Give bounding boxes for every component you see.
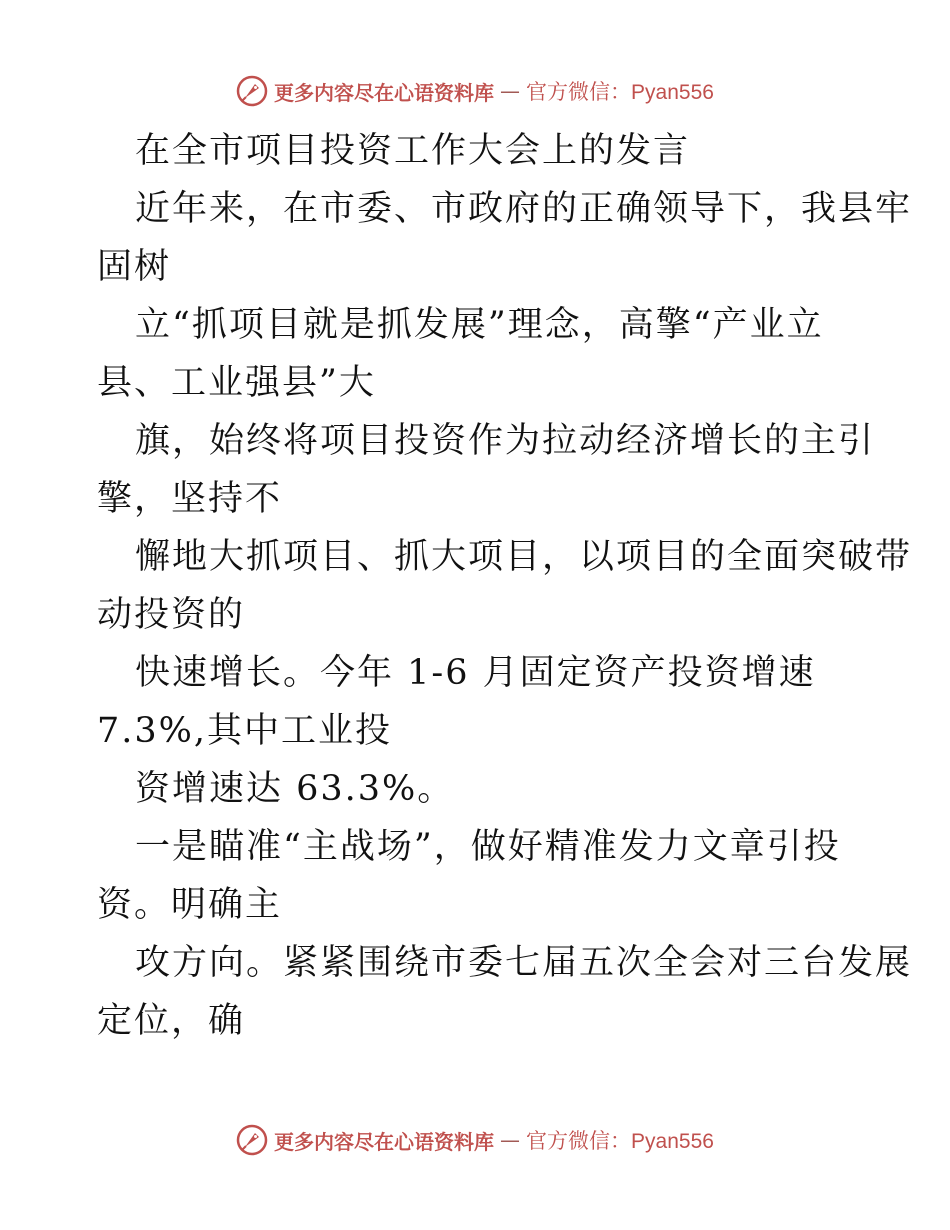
text-line: 立“抓项目就是抓发展”理念，高擎“产业立 (135, 305, 824, 345)
text-line: 近年来，在市委、市政府的正确领导下，我县牢 (135, 189, 913, 229)
text-line: 攻方向。紧紧围绕市委七届五次全会对三台发展 (135, 943, 913, 983)
footer-watermark (0, 1120, 950, 1160)
text-line: 定位，确 (97, 1001, 246, 1041)
watermark-wechat: 官方微信：Pyan556 (526, 1130, 714, 1153)
watermark-group (236, 1124, 714, 1156)
text-line: 擎，坚持不 (97, 479, 283, 519)
watermark-separator: — (500, 79, 521, 103)
text-line: 懈地大抓项目、抓大项目，以项目的全面突破带 (135, 537, 913, 577)
pen-nib-logo-icon (236, 1124, 268, 1156)
watermark-wechat: 官方微信：Pyan556 (526, 81, 714, 104)
text-line: 资增速达 63.3%。 (135, 769, 455, 809)
watermark-text: 更多内容尽在心语资料库 (274, 1129, 495, 1154)
text-line: 7.3%,其中工业投 (97, 711, 393, 751)
pen-nib-logo-icon (236, 75, 268, 107)
text-line: 县、工业强县”大 (97, 363, 376, 403)
text-line: 在全市项目投资工作大会上的发言 (135, 131, 691, 171)
header-watermark (0, 71, 950, 111)
text-line: 旗，始终将项目投资作为拉动经济增长的主引 (135, 421, 876, 461)
watermark-separator: — (500, 1128, 521, 1152)
text-line: 资。明确主 (97, 885, 283, 925)
text-line: 固树 (97, 247, 172, 287)
text-line: 一是瞄准“主战场”，做好精准发力文章引投 (135, 827, 841, 867)
text-line: 动投资的 (97, 595, 246, 635)
watermark-group (236, 75, 714, 107)
watermark-text: 更多内容尽在心语资料库 (274, 80, 495, 105)
document-body (97, 122, 913, 1050)
text-line: 快速增长。今年 1-6 月固定资产投资增速 (135, 653, 816, 693)
